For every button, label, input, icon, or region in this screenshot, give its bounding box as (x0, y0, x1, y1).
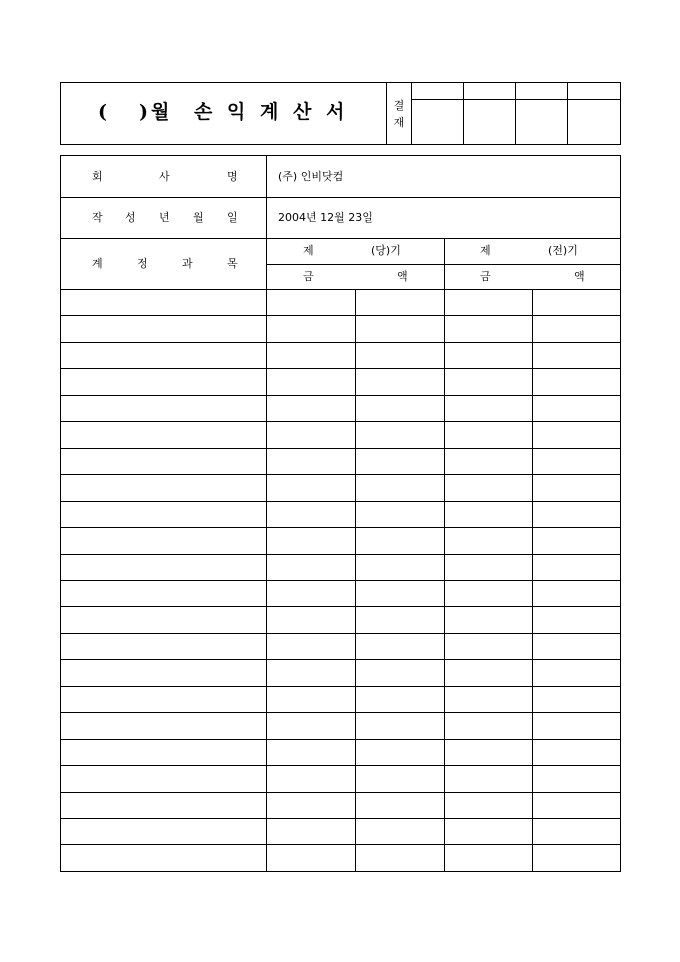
approval-sign-cell-4[interactable] (568, 100, 620, 144)
previous-amount-cell[interactable] (533, 422, 620, 447)
approval-grid (412, 83, 620, 144)
company-name-value[interactable]: (주) 인비닷컴 (278, 170, 344, 183)
account-cell[interactable] (61, 422, 266, 447)
date-value[interactable]: 2004년 12월 23일 (278, 211, 373, 224)
current-amount-cell[interactable] (356, 581, 444, 606)
account-cell[interactable] (61, 607, 266, 632)
company-label-char: 명 (227, 170, 238, 183)
previous-amount-cell[interactable] (533, 316, 620, 341)
current-period-prefix: 제 (303, 244, 314, 257)
account-cell[interactable] (61, 502, 266, 527)
current-amount-cell[interactable] (267, 449, 355, 474)
previous-amount-cell[interactable] (445, 422, 532, 447)
previous-amount-cell[interactable] (445, 343, 532, 368)
title-char-2: 익 (227, 101, 246, 123)
approval-title-cell-3[interactable] (516, 83, 568, 100)
current-amount-cell[interactable] (267, 687, 355, 712)
account-label-char: 과 (182, 257, 193, 270)
account-cell[interactable] (61, 793, 266, 818)
current-amount-cell[interactable] (356, 845, 444, 870)
approval-sign-cell-1[interactable] (412, 100, 464, 144)
current-amount-cell[interactable] (267, 316, 355, 341)
row-divider (61, 238, 620, 239)
previous-amount-cell[interactable] (445, 687, 532, 712)
current-amount-cell[interactable] (356, 766, 444, 791)
previous-amount-label-char: 액 (574, 270, 585, 283)
account-label-char: 계 (92, 257, 103, 270)
current-amount-cell[interactable] (267, 766, 355, 791)
current-amount-cell[interactable] (356, 660, 444, 685)
current-amount-cell[interactable] (356, 502, 444, 527)
approval-label (386, 83, 412, 144)
current-period-suffix: (당)기 (371, 244, 401, 257)
account-cell[interactable] (61, 290, 266, 315)
previous-amount-cell[interactable] (445, 766, 532, 791)
previous-amount-cell[interactable] (445, 845, 532, 870)
document-title (61, 83, 386, 144)
current-amount-cell[interactable] (356, 475, 444, 500)
report-header (60, 82, 621, 145)
current-amount-cell[interactable] (356, 713, 444, 738)
title-open-paren: ( (98, 101, 107, 123)
current-amount-cell[interactable] (356, 422, 444, 447)
date-label-char: 월 (193, 211, 204, 224)
previous-amount-cell[interactable] (533, 713, 620, 738)
current-amount-cell[interactable] (267, 475, 355, 500)
previous-amount-cell[interactable] (533, 634, 620, 659)
current-amount-cell[interactable] (356, 343, 444, 368)
current-amount-cell[interactable] (356, 369, 444, 394)
row-divider (266, 264, 620, 265)
previous-amount-cell[interactable] (445, 740, 532, 765)
previous-amount-cell[interactable] (533, 793, 620, 818)
approval-label-char-2: 재 (393, 115, 405, 129)
date-label-char: 성 (125, 211, 136, 224)
current-amount-cell[interactable] (356, 607, 444, 632)
previous-amount-cell[interactable] (533, 528, 620, 553)
current-amount-cell[interactable] (267, 502, 355, 527)
current-amount-cell[interactable] (267, 343, 355, 368)
account-cell[interactable] (61, 660, 266, 685)
previous-amount-cell[interactable] (445, 819, 532, 844)
current-amount-cell[interactable] (356, 316, 444, 341)
previous-amount-cell[interactable] (445, 581, 532, 606)
current-amount-cell[interactable] (356, 555, 444, 580)
current-amount-cell[interactable] (267, 422, 355, 447)
previous-period-suffix: (전)기 (548, 244, 578, 257)
current-amount-cell[interactable] (267, 369, 355, 394)
previous-amount-cell[interactable] (533, 449, 620, 474)
approval-title-cell-2[interactable] (464, 83, 516, 100)
previous-amount-cell[interactable] (533, 845, 620, 870)
company-label-char: 회 (92, 170, 103, 183)
previous-amount-cell[interactable] (533, 369, 620, 394)
account-cell[interactable] (61, 528, 266, 553)
previous-amount-cell[interactable] (445, 475, 532, 500)
account-cell[interactable] (61, 343, 266, 368)
previous-amount-cell[interactable] (445, 713, 532, 738)
previous-amount-cell[interactable] (445, 290, 532, 315)
title-char-1: 손 (194, 101, 213, 123)
current-amount-cell[interactable] (356, 740, 444, 765)
current-amount-cell[interactable] (356, 687, 444, 712)
current-amount-label-char: 액 (397, 270, 408, 283)
approval-title-cell-1[interactable] (412, 83, 464, 100)
previous-amount-cell[interactable] (533, 740, 620, 765)
previous-amount-cell[interactable] (445, 660, 532, 685)
title-close-paren: ) (139, 101, 148, 123)
previous-amount-cell[interactable] (445, 528, 532, 553)
approval-sign-cell-2[interactable] (464, 100, 516, 144)
previous-amount-cell[interactable] (445, 555, 532, 580)
current-amount-cell[interactable] (267, 581, 355, 606)
account-cell[interactable] (61, 845, 266, 870)
previous-amount-cell[interactable] (445, 369, 532, 394)
account-cell[interactable] (61, 766, 266, 791)
current-amount-cell[interactable] (267, 290, 355, 315)
account-label-char: 정 (137, 257, 148, 270)
current-amount-cell[interactable] (356, 290, 444, 315)
current-amount-cell[interactable] (267, 845, 355, 870)
previous-amount-cell[interactable] (533, 819, 620, 844)
account-cell[interactable] (61, 581, 266, 606)
current-amount-cell[interactable] (267, 528, 355, 553)
company-label-char: 사 (159, 170, 170, 183)
previous-amount-cell[interactable] (445, 634, 532, 659)
previous-amount-cell[interactable] (533, 766, 620, 791)
previous-amount-cell[interactable] (533, 396, 620, 421)
previous-amount-cell[interactable] (533, 290, 620, 315)
account-cell[interactable] (61, 555, 266, 580)
date-label-char: 년 (159, 211, 170, 224)
previous-amount-cell[interactable] (533, 475, 620, 500)
account-cell[interactable] (61, 369, 266, 394)
current-amount-cell[interactable] (356, 449, 444, 474)
current-amount-cell[interactable] (267, 713, 355, 738)
account-cell[interactable] (61, 449, 266, 474)
previous-amount-cell[interactable] (445, 607, 532, 632)
previous-amount-cell[interactable] (445, 396, 532, 421)
income-statement-table (60, 155, 621, 872)
current-amount-cell[interactable] (356, 634, 444, 659)
account-cell[interactable] (61, 819, 266, 844)
account-cell[interactable] (61, 713, 266, 738)
title-char-3: 계 (260, 101, 279, 123)
account-cell[interactable] (61, 687, 266, 712)
title-char-month: 월 (151, 101, 170, 123)
title-char-4: 산 (293, 101, 312, 123)
current-amount-cell[interactable] (267, 634, 355, 659)
current-amount-cell[interactable] (267, 396, 355, 421)
previous-amount-label-char: 금 (480, 270, 491, 283)
current-amount-cell[interactable] (267, 819, 355, 844)
current-amount-cell[interactable] (267, 793, 355, 818)
previous-amount-cell[interactable] (533, 581, 620, 606)
previous-amount-cell[interactable] (533, 343, 620, 368)
title-char-5: 서 (326, 101, 345, 123)
current-amount-cell[interactable] (267, 607, 355, 632)
approval-label-char-1: 결 (393, 98, 405, 112)
account-cell[interactable] (61, 740, 266, 765)
account-cell[interactable] (61, 316, 266, 341)
current-amount-cell[interactable] (267, 740, 355, 765)
previous-amount-cell[interactable] (533, 660, 620, 685)
current-amount-label-char: 금 (303, 270, 314, 283)
current-amount-cell[interactable] (356, 528, 444, 553)
previous-amount-cell[interactable] (445, 316, 532, 341)
approval-sign-cell-3[interactable] (516, 100, 568, 144)
row-divider (61, 197, 620, 198)
previous-amount-cell[interactable] (533, 607, 620, 632)
previous-amount-cell[interactable] (533, 687, 620, 712)
current-amount-cell[interactable] (356, 396, 444, 421)
account-label-char: 목 (227, 257, 238, 270)
current-amount-cell[interactable] (267, 555, 355, 580)
previous-amount-cell[interactable] (533, 502, 620, 527)
previous-amount-cell[interactable] (445, 449, 532, 474)
previous-amount-cell[interactable] (533, 555, 620, 580)
current-amount-cell[interactable] (267, 660, 355, 685)
date-label-char: 작 (92, 211, 103, 224)
previous-amount-cell[interactable] (445, 502, 532, 527)
previous-period-prefix: 제 (480, 244, 491, 257)
account-cell[interactable] (61, 634, 266, 659)
date-label-char: 일 (227, 211, 238, 224)
current-amount-cell[interactable] (356, 793, 444, 818)
previous-amount-cell[interactable] (445, 793, 532, 818)
account-cell[interactable] (61, 396, 266, 421)
current-amount-cell[interactable] (356, 819, 444, 844)
account-cell[interactable] (61, 475, 266, 500)
approval-title-cell-4[interactable] (568, 83, 620, 100)
